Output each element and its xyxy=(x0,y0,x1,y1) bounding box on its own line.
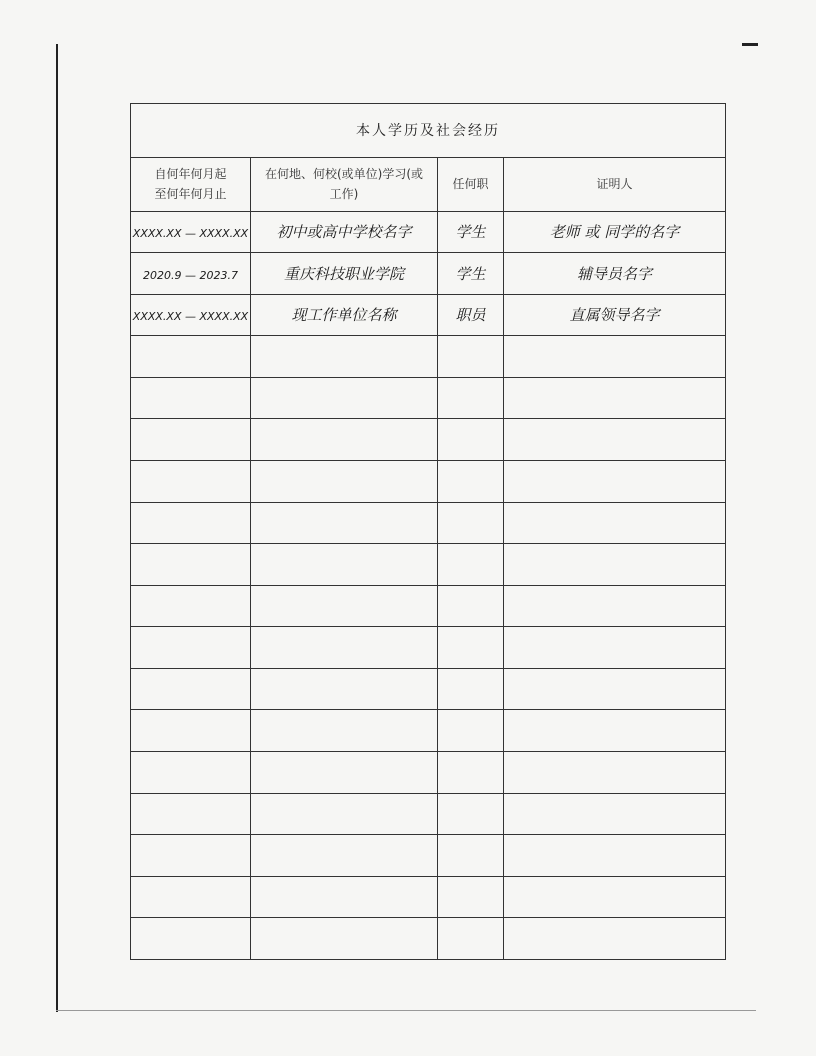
table-row xyxy=(131,502,726,544)
cell-witness xyxy=(504,211,726,253)
page-bottom-edge xyxy=(56,1010,756,1011)
header-position: 任何职 xyxy=(438,157,504,211)
cell-position xyxy=(438,460,504,502)
cell-place xyxy=(251,294,438,336)
cell-witness xyxy=(504,253,726,295)
cell-position xyxy=(438,835,504,877)
cell-period xyxy=(131,336,251,378)
table-row xyxy=(131,460,726,502)
cell-period xyxy=(131,294,251,336)
cell-place xyxy=(251,377,438,419)
handwritten-position: 职员 xyxy=(455,306,486,325)
cell-period xyxy=(131,918,251,960)
handwritten-period: XXXX.XX — XXXX.XX xyxy=(132,310,249,324)
cell-place xyxy=(251,585,438,627)
experience-table xyxy=(130,103,726,960)
cell-position xyxy=(438,377,504,419)
cell-witness xyxy=(504,876,726,918)
cell-place xyxy=(251,253,438,295)
cell-period xyxy=(131,752,251,794)
cell-place xyxy=(251,835,438,877)
table-row xyxy=(131,294,726,336)
cell-place xyxy=(251,336,438,378)
cell-position xyxy=(438,585,504,627)
cell-place xyxy=(251,876,438,918)
cell-place xyxy=(251,668,438,710)
table-row xyxy=(131,876,726,918)
cell-witness xyxy=(504,835,726,877)
handwritten-place: 重庆科技职业学院 xyxy=(283,264,404,283)
cell-position xyxy=(438,668,504,710)
cell-period xyxy=(131,377,251,419)
table-row xyxy=(131,211,726,253)
cell-period xyxy=(131,585,251,627)
header-period: 自何年何月起 至何年何月止 xyxy=(131,157,251,211)
cell-witness xyxy=(504,502,726,544)
cell-place xyxy=(251,211,438,253)
cell-witness xyxy=(504,752,726,794)
cell-period xyxy=(131,835,251,877)
cell-position xyxy=(438,211,504,253)
table-row xyxy=(131,544,726,586)
table-row xyxy=(131,419,726,461)
cell-witness xyxy=(504,710,726,752)
cell-witness xyxy=(504,419,726,461)
cell-period xyxy=(131,544,251,586)
table-row xyxy=(131,793,726,835)
handwritten-period: 2020.9 — 2023.7 xyxy=(143,268,238,282)
table-row xyxy=(131,835,726,877)
cell-witness xyxy=(504,668,726,710)
cell-position xyxy=(438,294,504,336)
handwritten-place: 现工作单位名称 xyxy=(291,306,397,325)
cell-period xyxy=(131,419,251,461)
cell-period xyxy=(131,253,251,295)
cell-place xyxy=(251,627,438,669)
page-corner-mark xyxy=(742,43,758,46)
cell-position xyxy=(438,710,504,752)
cell-place xyxy=(251,460,438,502)
cell-witness xyxy=(504,793,726,835)
table-row xyxy=(131,668,726,710)
table-row xyxy=(131,585,726,627)
cell-position xyxy=(438,253,504,295)
cell-place xyxy=(251,793,438,835)
cell-position xyxy=(438,502,504,544)
table-row xyxy=(131,377,726,419)
handwritten-witness: 老师 或 同学的名字 xyxy=(549,223,680,242)
cell-place xyxy=(251,752,438,794)
form-title: 本人学历及社会经历 xyxy=(131,104,726,158)
cell-witness xyxy=(504,336,726,378)
cell-period xyxy=(131,502,251,544)
cell-position xyxy=(438,544,504,586)
cell-witness xyxy=(504,294,726,336)
table-row xyxy=(131,336,726,378)
cell-position xyxy=(438,876,504,918)
header-witness: 证明人 xyxy=(504,157,726,211)
cell-period xyxy=(131,876,251,918)
handwritten-period: XXXX.XX — XXXX.XX xyxy=(132,227,249,241)
cell-period xyxy=(131,668,251,710)
cell-witness xyxy=(504,918,726,960)
cell-place xyxy=(251,419,438,461)
cell-place xyxy=(251,918,438,960)
cell-place xyxy=(251,502,438,544)
cell-witness xyxy=(504,460,726,502)
cell-period xyxy=(131,793,251,835)
table-row xyxy=(131,752,726,794)
table-row xyxy=(131,918,726,960)
cell-period xyxy=(131,627,251,669)
cell-period xyxy=(131,211,251,253)
table-row xyxy=(131,627,726,669)
handwritten-witness: 直属领导名字 xyxy=(569,306,660,325)
cell-witness xyxy=(504,627,726,669)
cell-period xyxy=(131,460,251,502)
cell-position xyxy=(438,918,504,960)
cell-position xyxy=(438,419,504,461)
cell-position xyxy=(438,793,504,835)
handwritten-position: 学生 xyxy=(455,223,486,242)
cell-period xyxy=(131,710,251,752)
handwritten-witness: 辅导员名字 xyxy=(576,264,652,283)
cell-place xyxy=(251,544,438,586)
cell-position xyxy=(438,752,504,794)
header-place: 在何地、何校(或单位)学习(或 工作) xyxy=(251,157,438,211)
table-row xyxy=(131,710,726,752)
cell-witness xyxy=(504,585,726,627)
handwritten-position: 学生 xyxy=(455,264,486,283)
cell-place xyxy=(251,710,438,752)
cell-position xyxy=(438,627,504,669)
page-left-edge xyxy=(56,44,58,1012)
cell-witness xyxy=(504,544,726,586)
table-row xyxy=(131,253,726,295)
cell-position xyxy=(438,336,504,378)
handwritten-place: 初中或高中学校名字 xyxy=(276,223,412,242)
cell-witness xyxy=(504,377,726,419)
